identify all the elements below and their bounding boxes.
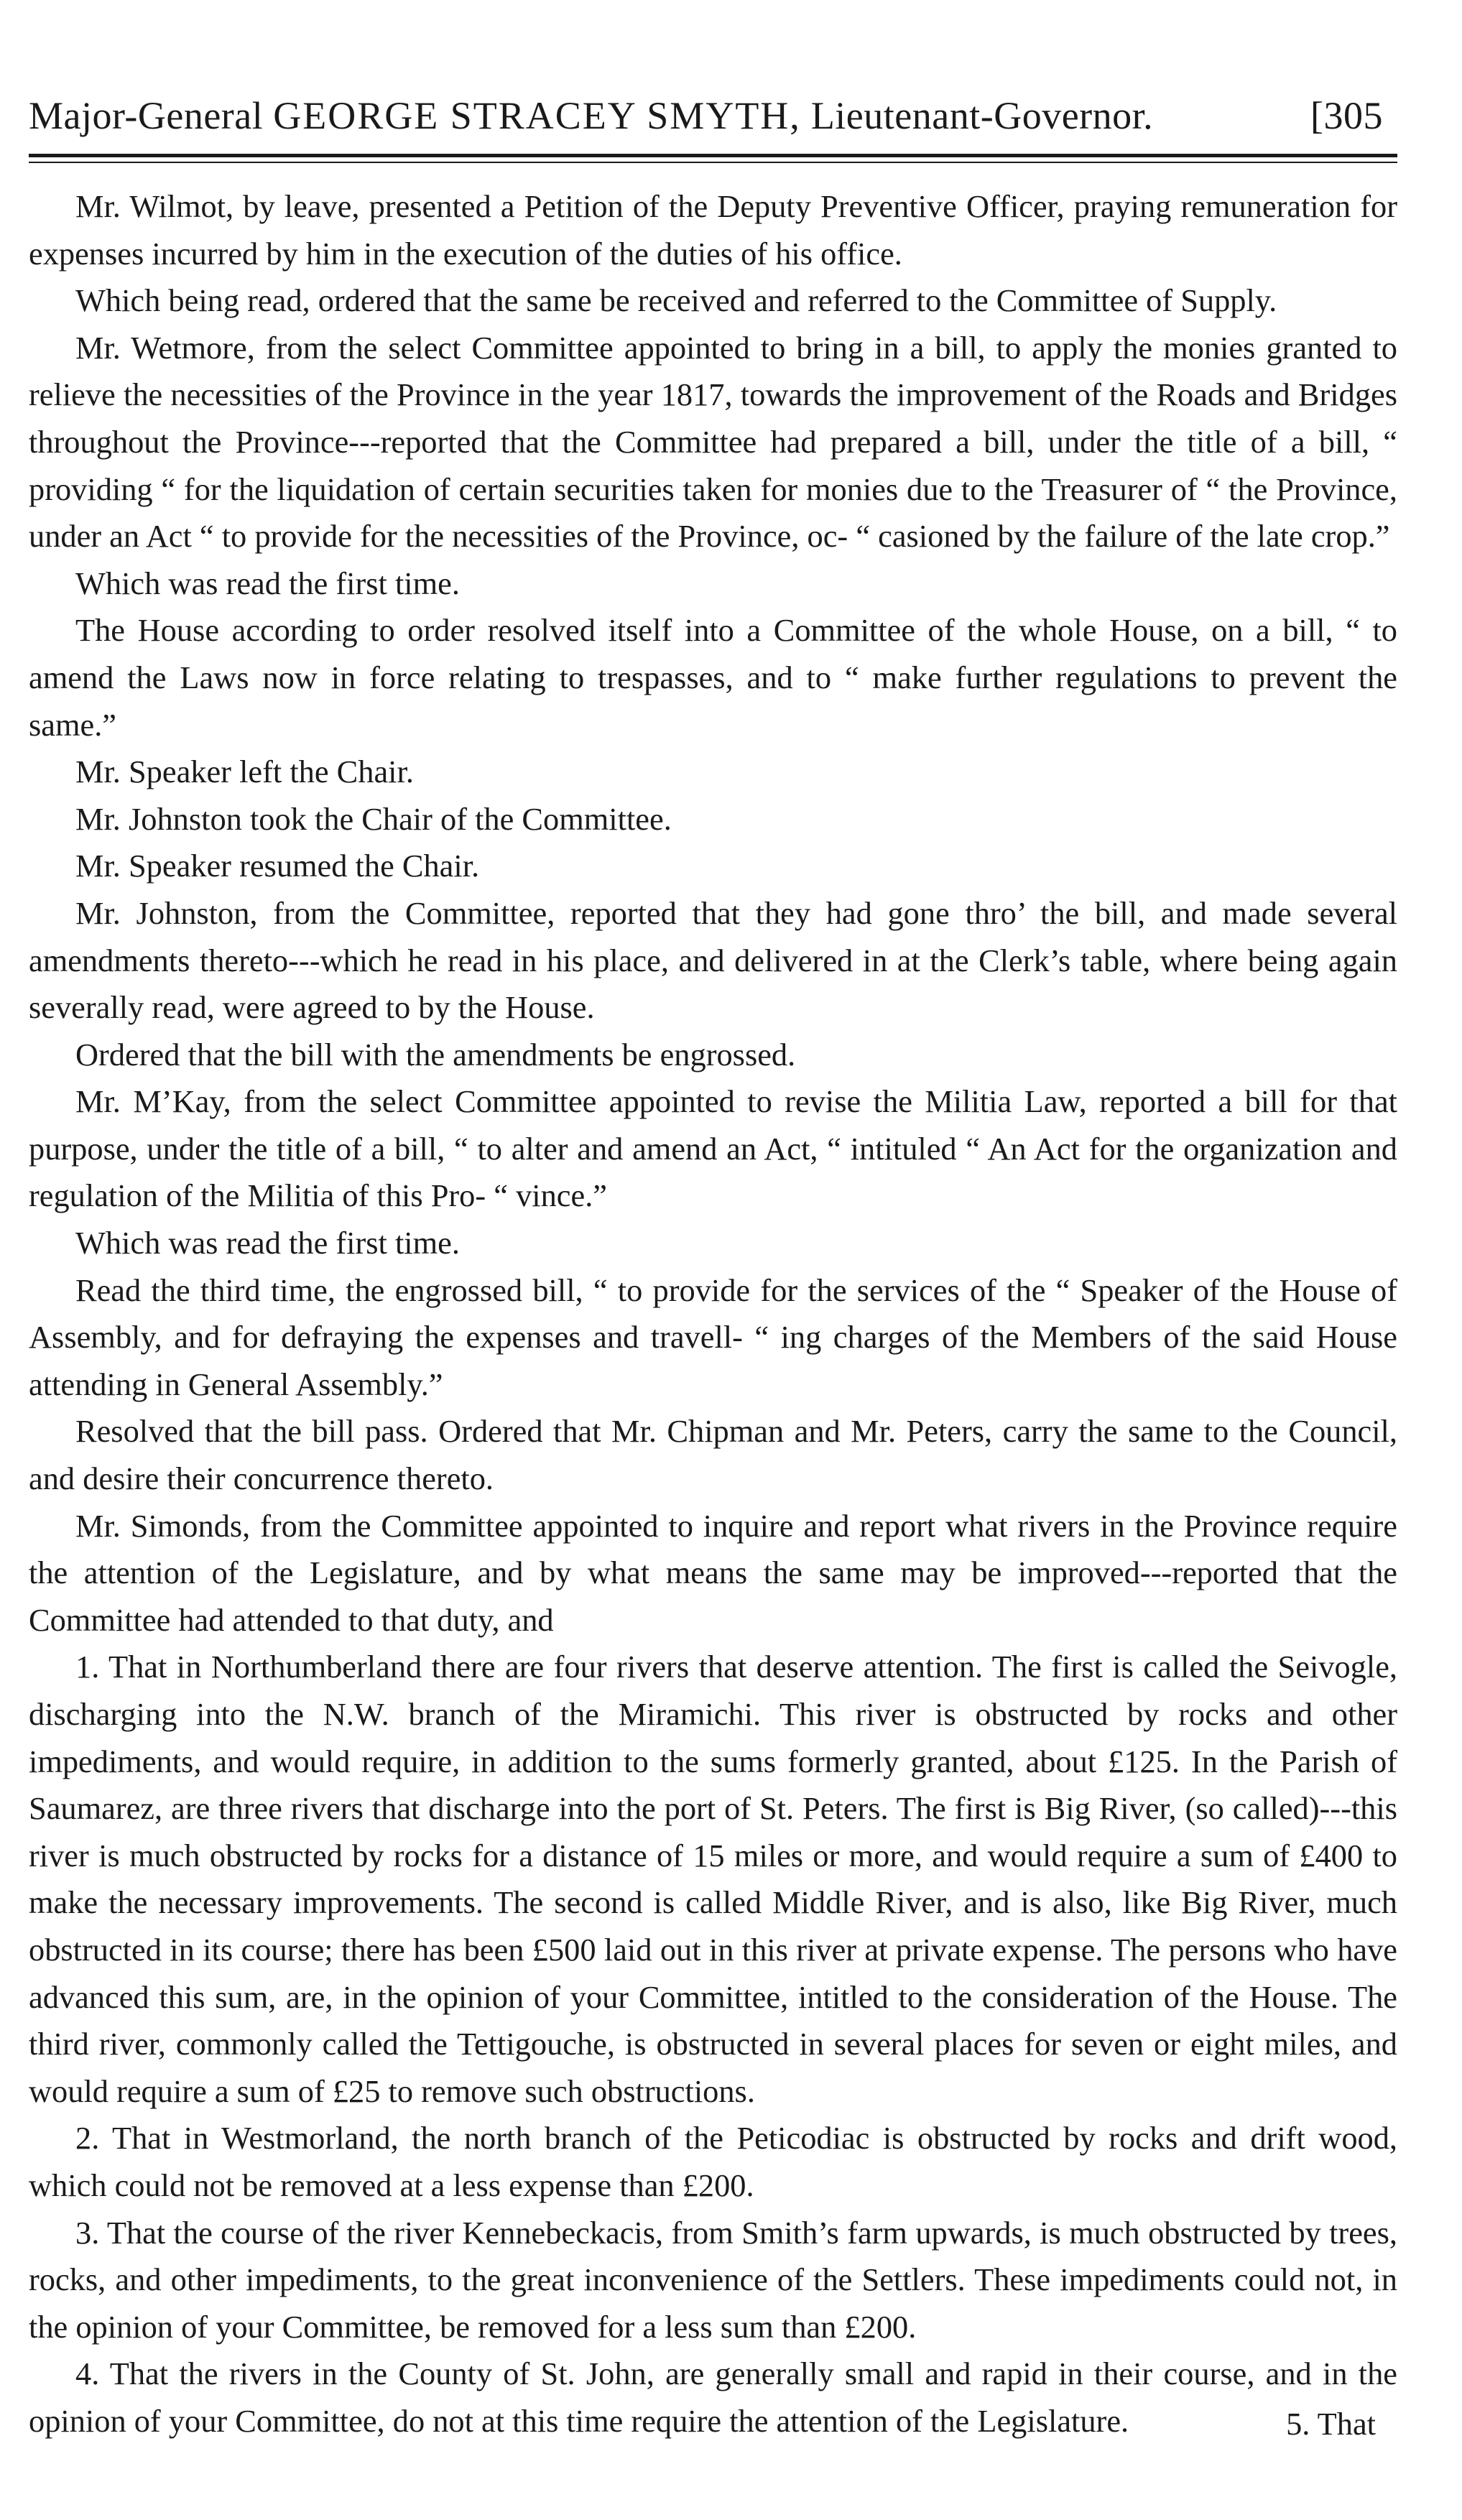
paragraph: The House according to order resolved itself into a Committee of the whole House, on a bill, “ to amend the Laws now in force relating to trespasses, and to “ make further regulations to prevent the same.” [29, 612, 1397, 743]
paragraph: Which being read, ordered that the same be received and referred to the Committee of Supply. [75, 282, 1277, 319]
paragraph: Which was read the first time. [75, 565, 460, 601]
paragraph: Mr. Speaker resumed the Chair. [75, 848, 480, 884]
paragraph: Mr. Johnston took the Chair of the Committee. [75, 800, 672, 837]
header-rule [29, 154, 1397, 163]
paragraph: Read the third time, the engrossed bill, “ to provide for the services of the “ Speaker of the House of Assembly, and for defraying the expenses and travell- “ ing charges of the Members of the said House attending in General Assembly.” [29, 1271, 1397, 1402]
header-name: GEORGE STRACEY SMYTH, [273, 94, 801, 137]
rule-thin [29, 162, 1397, 163]
header-title [29, 93, 1153, 138]
header-prefix: Major-General [29, 94, 264, 137]
numbered-paragraph: 1. That in Northumberland there are four rivers that deserve attention. The first is called the Seivogle, discharging into the N.W. branch of the Miramichi. This river is obstructed by rocks and other impediments, and would require, in addition to the sums formerly granted, about £125. In the Parish of Saumarez, are three rivers that discharge into the port of St. Peters. The first is Big River, (so called)---this river is much obstructed by rocks for a distance of 15 miles or more, and would require a sum of £400 to make the necessary improvements. The second is called Middle River, and is also, like Big River, much obstructed in its course; there has been £500 laid out in this river at private expense. The persons who have advanced this sum, are, in the opinion of your Committee, intitled to the consideration of the House. The third river, commonly called the Tettigouche, is obstructed in several places for seven or eight miles, and would require a sum of £25 to remove such obstructions. [29, 1649, 1397, 2109]
page-number: [305 [1310, 94, 1383, 137]
paragraph: Mr. Simonds, from the Committee appointed to inquire and report what rivers in the Province require the attention of the Legislature, and by what means the same may be improved---reported that the Committee had attended to that duty, and [29, 1507, 1397, 1638]
document-body [29, 183, 1397, 2445]
numbered-paragraph: 2. That in Westmorland, the north branch of the Peticodiac is obstructed by rocks and drift wood, which could not be removed at a less expense than £200. [29, 2120, 1397, 2203]
paragraph: Which was read the first time. [75, 1225, 460, 1261]
rule-thick [29, 154, 1397, 157]
paragraph: Mr. Speaker left the Chair. [75, 754, 414, 790]
numbered-paragraph: 3. That the course of the river Kennebeckacis, from Smith’s farm upwards, is much obstructed by trees, rocks, and other impediments, to the great inconvenience of the Settlers. These impediments could not, in the opinion of your Committee, be removed for a less sum than £200. [29, 2214, 1397, 2345]
header-role: Lieutenant-Governor. [810, 94, 1154, 137]
numbered-paragraph: 4. That the rivers in the County of St. John, are generally small and rapid in their course, and in the opinion of your Committee, do not at this time require the attention of the Legislature. [29, 2355, 1397, 2439]
paragraph: Ordered that the bill with the amendments be engrossed. [75, 1036, 796, 1073]
paragraph: Mr. Wilmot, by leave, presented a Petition of the Deputy Preventive Officer, praying remuneration for expenses incurred by him in the execution of the duties of his office. [29, 188, 1397, 272]
paragraph: Resolved that the bill pass. Ordered that Mr. Chipman and Mr. Peters, carry the same to the Council, and desire their concurrence thereto. [29, 1413, 1397, 1497]
running-header [29, 93, 1397, 138]
paragraph: Mr. Wetmore, from the select Committee appointed to bring in a bill, to apply the monies granted to relieve the necessities of the Province in the year 1817, towards the improvement of the Roads and Bridges throughout the Province---reported that the Committee had prepared a bill, under the title of a bill, “ providing “ for the liquidation of certain securities taken for monies due to the Treasurer of “ the Province, under an Act “ to provide for the necessities of the Province, oc- “ casioned by the failure of the late crop.” [29, 329, 1397, 555]
catchword: 5. That [1286, 2405, 1376, 2442]
paragraph: Mr. Johnston, from the Committee, reported that they had gone thro’ the bill, and made several amendments thereto---which he read in his place, and delivered in at the Clerk’s table, where being again severally read, were agreed to by the House. [29, 894, 1397, 1026]
paragraph: Mr. M’Kay, from the select Committee appointed to revise the Militia Law, reported a bill for that purpose, under the title of a bill, “ to alter and amend an Act, “ intituled “ An Act for the organization and regulation of the Militia of this Pro- “ vince.” [29, 1083, 1397, 1214]
